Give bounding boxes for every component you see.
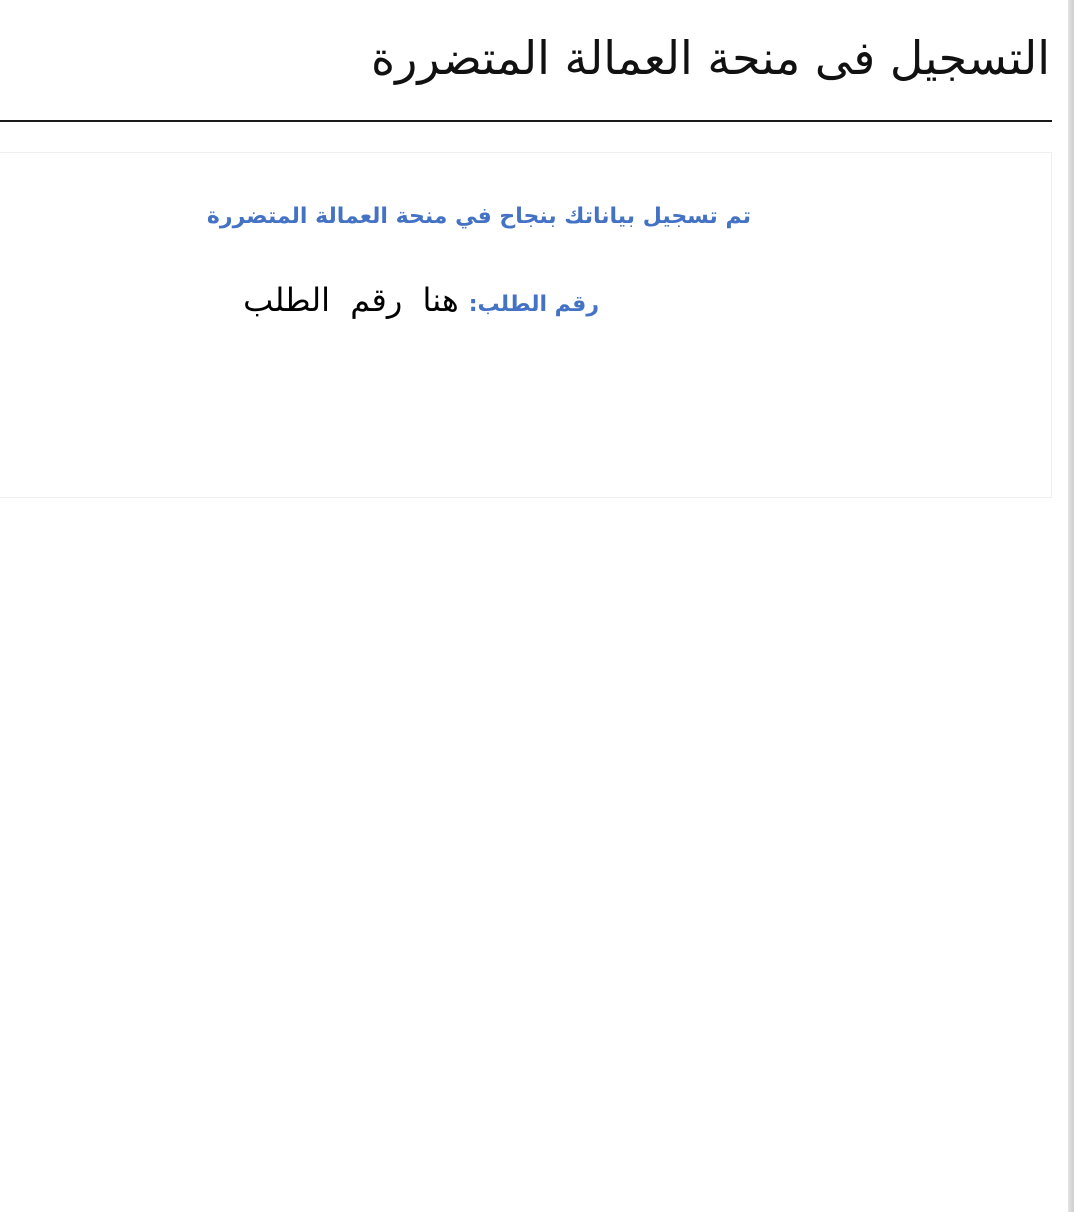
success-message: تم تسجيل بياناتك بنجاح في منحة العمالة المتضررة: [206, 204, 751, 229]
title-divider: [0, 120, 1052, 122]
request-number-value: هنا رقم الطلب: [243, 281, 459, 319]
window-right-edge: [1068, 0, 1074, 1212]
page-title: التسجيل فى منحة العمالة المتضررة: [371, 31, 1050, 85]
registration-result-panel: [0, 152, 1052, 498]
request-number-row: [243, 281, 599, 319]
request-number-label: رقم الطلب:: [468, 292, 599, 317]
